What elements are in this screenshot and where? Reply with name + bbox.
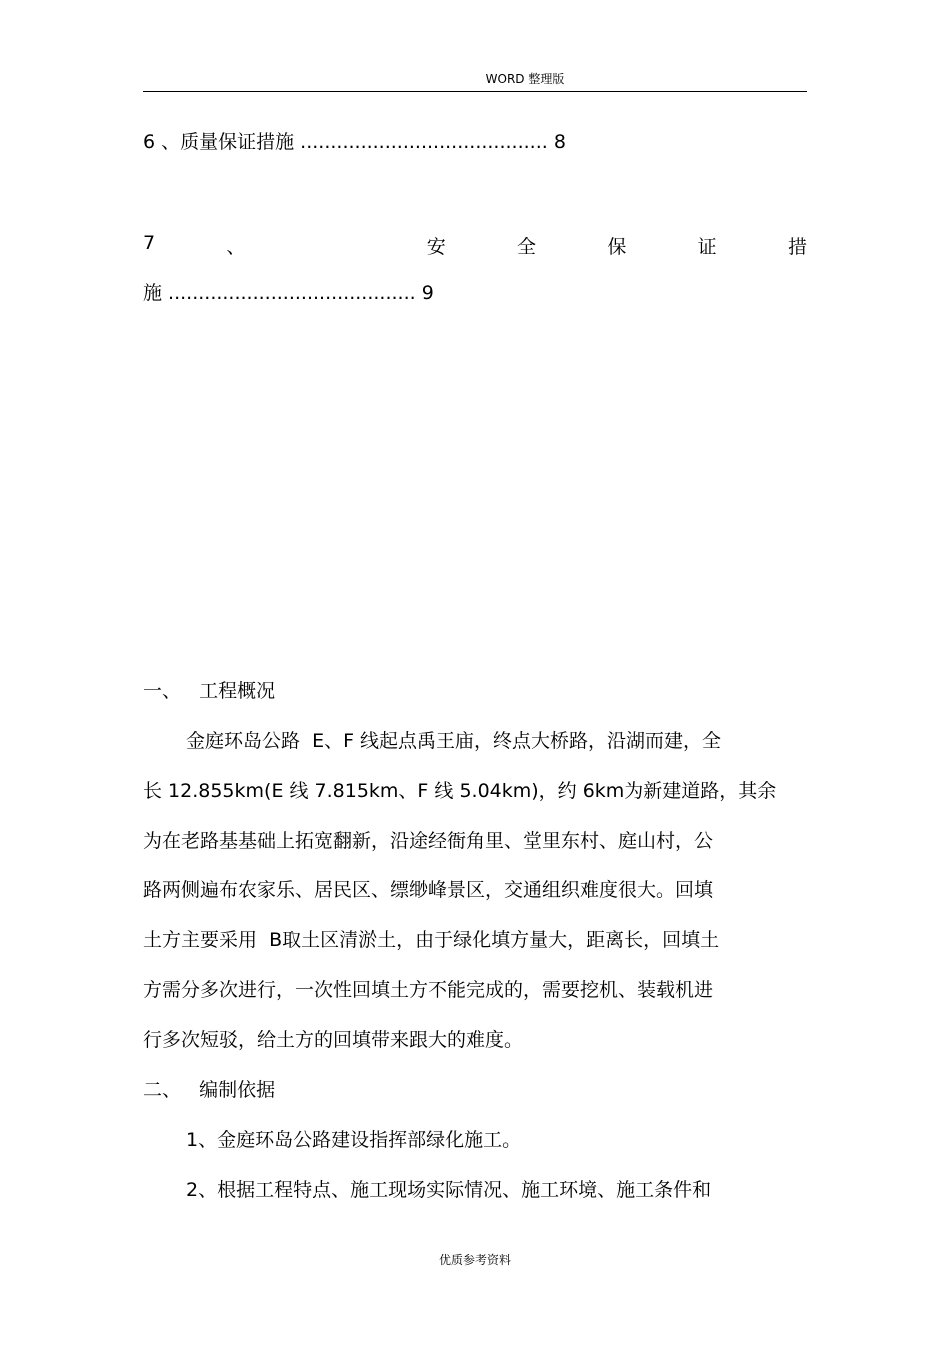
paragraph-line: 金庭环岛公路 E、F 线起点禹王庙，终点大桥路，沿湖而建，全 (186, 730, 722, 752)
toc-item-7-part: 安 (426, 236, 446, 258)
section-heading: 二、 编制依据 (143, 1079, 276, 1101)
toc-item-7-part: 、 (226, 236, 246, 258)
list-item: 1、金庭环岛公路建设指挥部绿化施工。 (186, 1129, 522, 1151)
page-footer: 优质参考资料 (438, 1253, 511, 1267)
paragraph-line: 土方主要采用 B取土区清淤土，由于绿化填方量大，距离长，回填土 (143, 929, 720, 951)
toc-item-7-part: 全 (517, 236, 537, 258)
toc-item-7-part: 7 (143, 232, 156, 254)
toc-item-7 (143, 232, 807, 259)
paragraph-line: 路两侧遍布农家乐、居民区、缥缈峰景区，交通组织难度很大。回填 (143, 879, 714, 901)
toc-item-7-continuation: 施 ......................................... 9 (143, 282, 434, 304)
paragraph-line: 为在老路基基础上拓宽翻新，沿途经衙角里、堂里东村、庭山村，公 (143, 830, 714, 852)
list-item: 2、根据工程特点、施工现场实际情况、施工环境、施工条件和 (186, 1179, 712, 1201)
toc-item-6: 6 、质量保证措施 ......................................... 8 (143, 131, 566, 153)
page-header: WORD 整理版 (485, 72, 565, 86)
toc-item-7-part: 证 (697, 236, 717, 258)
paragraph-line: 长 12.855km(E 线 7.815km、F 线 5.04km)，约 6km为新建道路，其余 (143, 780, 777, 802)
toc-item-7-part: 保 (607, 236, 627, 258)
toc-item-7-part: 措 (787, 236, 807, 258)
paragraph-line: 行多次短驳，给土方的回填带来跟大的难度。 (143, 1029, 524, 1051)
section-heading: 一、 工程概况 (143, 680, 276, 702)
header-rule (143, 91, 807, 92)
paragraph-line: 方需分多次进行，一次性回填土方不能完成的，需要挖机、装载机进 (143, 979, 714, 1001)
